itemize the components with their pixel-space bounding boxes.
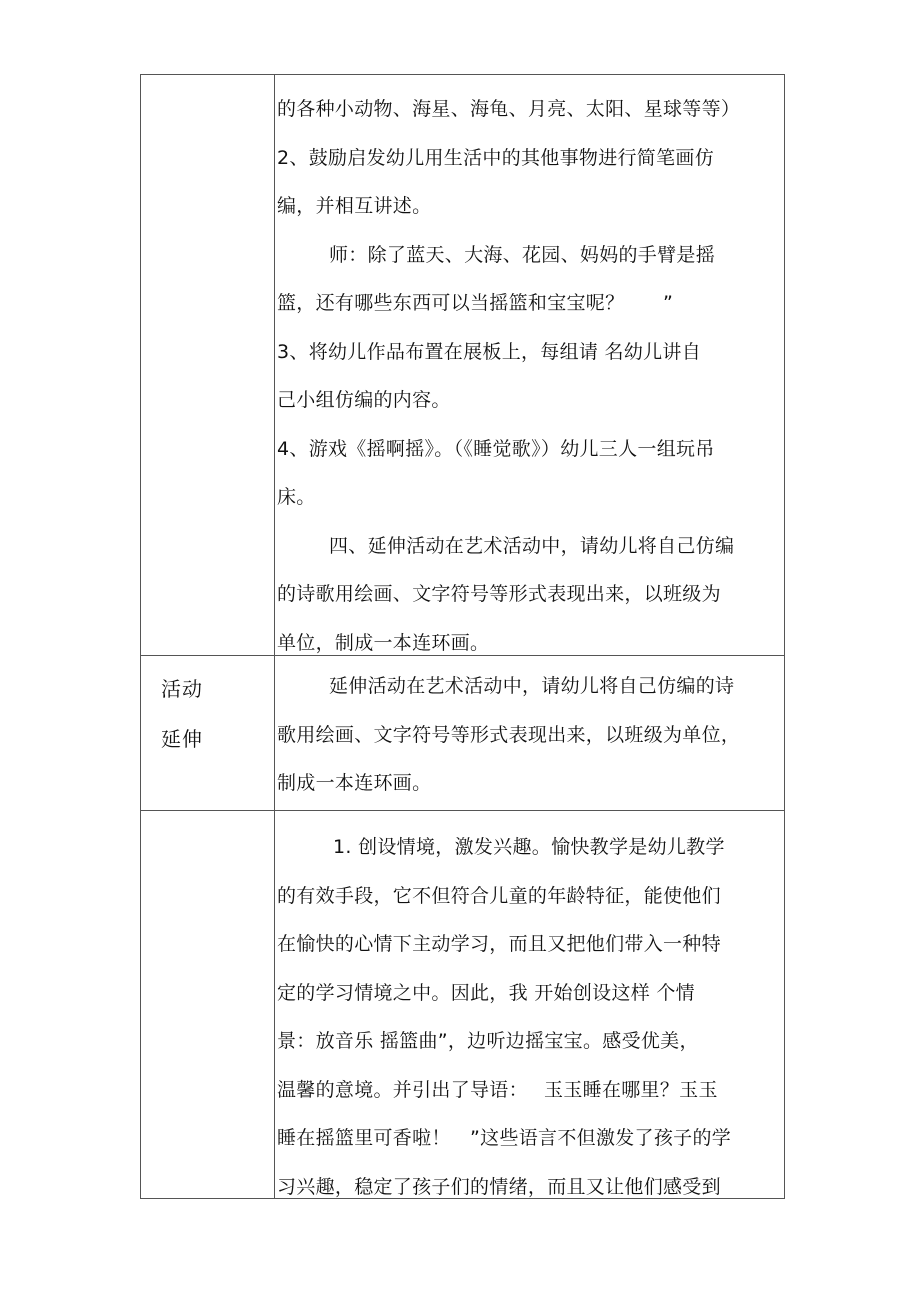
text-line: 温馨的意境。并引出了导语： 玉玉睡在哪里？玉玉 <box>277 1078 718 1101</box>
activity-process-text <box>275 75 784 655</box>
text-line: 师：除了蓝天、大海、花园、妈妈的手臂是摇 <box>329 243 716 266</box>
text-line: 定的学习情境之中。因此，我 开始创设这样 个情 <box>277 981 695 1004</box>
text-line: 歌用绘画、文字符号等形式表现出来，以班级为单位， <box>277 723 741 746</box>
text-line: 己小组仿编的内容。 <box>277 389 451 411</box>
text-line: 四、延伸活动在艺术活动中，请幼儿将自己仿编 <box>329 534 735 557</box>
row-content-cell <box>275 75 785 656</box>
row-label-cell <box>141 656 275 811</box>
text-line: 延伸活动在艺术活动中，请幼儿将自己仿编的诗 <box>329 675 735 697</box>
row-content-cell <box>275 811 785 1199</box>
text-line: 床。 <box>277 486 316 508</box>
label-line: 延伸 <box>161 727 203 751</box>
row-label-cell <box>141 811 275 1199</box>
label-line: 活动 <box>161 677 203 701</box>
text-line: 的诗歌用绘画、文字符号等形式表现出来，以班级为 <box>277 583 721 605</box>
reflection-text <box>275 811 784 1198</box>
text-line: 单位，制成一本连环画。 <box>277 631 490 654</box>
activity-extension-text <box>275 656 784 810</box>
table-row <box>141 75 785 656</box>
table-row <box>141 811 785 1199</box>
text-line: 习兴趣，稳定了孩子们的情绪，而且又让他们感受到 <box>277 1175 721 1198</box>
text-line: 景：放音乐 摇篮曲”，边听边摇宝宝。感受优美， <box>277 1030 699 1052</box>
text-line: 2、鼓励启发幼儿用生活中的其他事物进行简笔画仿 <box>277 146 714 169</box>
text-line: 1. 创设情境，激发兴趣。愉快教学是幼儿教学 <box>333 836 725 858</box>
table-row <box>141 656 785 811</box>
text-line: 4、游戏《摇啊摇》。（《睡觉歌》）幼儿三人一组玩吊 <box>277 437 715 460</box>
text-line: 在愉快的心情下主动学习，而且又把他们带入一种特 <box>277 933 721 955</box>
text-line: 睡在摇篮里可香啦！ ”这些语言不但激发了孩子的学 <box>277 1127 732 1149</box>
row-label-cell <box>141 75 275 656</box>
row-content-cell <box>275 656 785 811</box>
text-line: 篮，还有哪些东西可以当摇篮和宝宝呢？ ” <box>277 292 674 314</box>
text-line: 制成一本连环画。 <box>277 772 432 794</box>
text-line: 编，并相互讲述。 <box>277 195 432 217</box>
text-line: 3、将幼儿作品布置在展板上，每组请 名幼儿讲自 <box>277 340 702 363</box>
text-line: 的有效手段，它不但符合儿童的年龄特征，能使他们 <box>277 884 721 907</box>
text-line: 的各种小动物、海星、海龟、月亮、太阳、星球等等） <box>277 98 741 120</box>
activity-extension-label <box>141 656 274 764</box>
lesson-plan-table <box>140 74 785 1199</box>
